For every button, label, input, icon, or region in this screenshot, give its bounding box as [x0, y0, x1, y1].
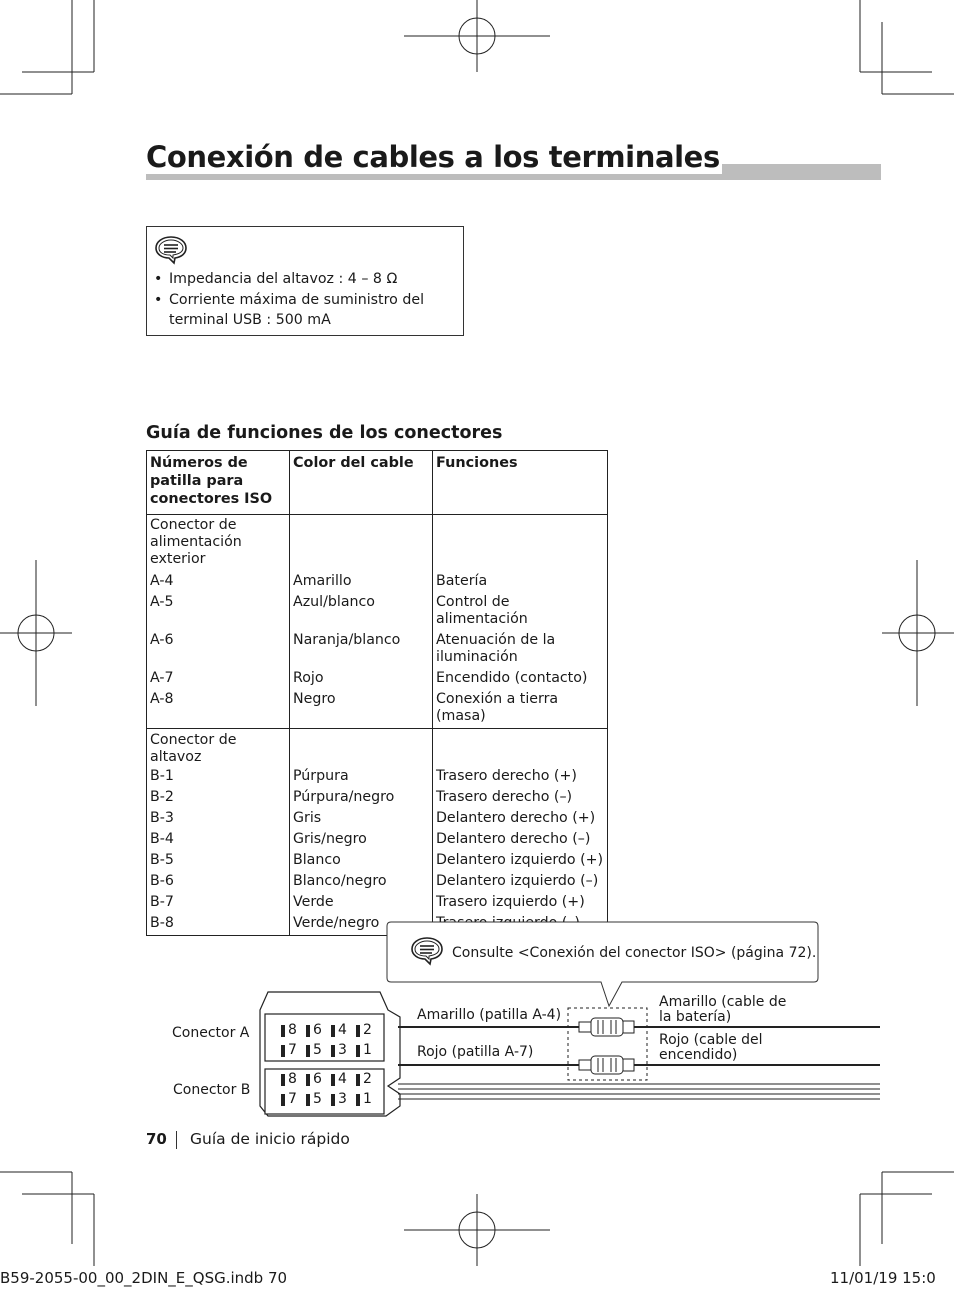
- pin-label: 4: [338, 1022, 347, 1038]
- color-cell: Verde: [290, 892, 433, 913]
- pin-cell: A-5: [147, 592, 290, 630]
- pin-label: 2: [363, 1022, 372, 1038]
- header-pin-numbers: Números de patilla para conectores ISO: [147, 451, 290, 515]
- note-icon: [410, 936, 444, 970]
- battery-cable-label: la batería): [659, 1009, 732, 1025]
- pin-label: 4: [338, 1071, 347, 1087]
- pin-cell: A-8: [147, 689, 290, 729]
- color-cell: Verde/negro: [290, 913, 433, 936]
- color-cell: Gris/negro: [290, 829, 433, 850]
- pin-label: 8: [288, 1022, 297, 1038]
- footer-separator: [176, 1131, 177, 1149]
- group-label: Conector de altavoz: [147, 729, 290, 767]
- pin-label: 7: [288, 1091, 297, 1107]
- print-slug-date: 11/01/19 15:0: [830, 1269, 936, 1287]
- function-cell: Encendido (contacto): [433, 668, 608, 689]
- pin-cell: B-3: [147, 808, 290, 829]
- footer-label: Guía de inicio rápido: [190, 1130, 350, 1148]
- page-title: Conexión de cables a los terminales: [146, 140, 720, 174]
- function-cell: Delantero derecho (+): [433, 808, 608, 829]
- color-cell: Negro: [290, 689, 433, 729]
- connector-b-label: Conector B: [173, 1082, 251, 1098]
- color-cell: Púrpura: [290, 766, 433, 787]
- print-slug-file: B59-2055-00_00_2DIN_E_QSG.indb 70: [0, 1269, 288, 1287]
- function-cell: Trasero izquierdo (+): [433, 892, 608, 913]
- function-cell: Control de alimentación: [433, 592, 608, 630]
- wire-a4-label: Amarillo (patilla A-4): [417, 1007, 562, 1023]
- function-cell: Batería: [433, 571, 608, 592]
- pin-label: 3: [338, 1091, 347, 1107]
- pin-label: 5: [313, 1042, 322, 1058]
- wire-a7-label: Rojo (patilla A-7): [417, 1044, 534, 1060]
- battery-cable-label: Amarillo (cable de: [659, 994, 787, 1010]
- pin-label: 1: [363, 1091, 372, 1107]
- connector-a-label: Conector A: [172, 1025, 250, 1041]
- pin-label: 1: [363, 1042, 372, 1058]
- pin-cell: A-4: [147, 571, 290, 592]
- ignition-cable-label: encendido): [659, 1047, 738, 1063]
- pin-cell: A-7: [147, 668, 290, 689]
- section-title: Guía de funciones de los conectores: [146, 423, 503, 443]
- pin-cell: A-6: [147, 630, 290, 668]
- color-cell: Naranja/blanco: [290, 630, 433, 668]
- pin-cell: B-1: [147, 766, 290, 787]
- ignition-cable-label: Rojo (cable del: [659, 1032, 763, 1048]
- color-cell: Blanco/negro: [290, 871, 433, 892]
- color-cell: Azul/blanco: [290, 592, 433, 630]
- pin-label: 7: [288, 1042, 297, 1058]
- pin-label: 5: [313, 1091, 322, 1107]
- note-item: • Impedancia del altavoz : 4 – 8 Ω: [153, 269, 453, 290]
- pin-label: 6: [313, 1071, 322, 1087]
- pin-cell: B-4: [147, 829, 290, 850]
- pin-label: 6: [313, 1022, 322, 1038]
- function-cell: Delantero izquierdo (+): [433, 850, 608, 871]
- color-cell: Púrpura/negro: [290, 787, 433, 808]
- function-cell: Delantero derecho (–): [433, 829, 608, 850]
- note-item: • Corriente máxima de suministro del terminal USB : 500 mA: [153, 290, 453, 331]
- pin-cell: B-8: [147, 913, 290, 936]
- callout-text: Consulte <Conexión del conector ISO> (página 72).: [452, 945, 817, 961]
- pin-label: 8: [288, 1071, 297, 1087]
- function-cell: Trasero derecho (–): [433, 787, 608, 808]
- page-number: 70: [146, 1130, 167, 1148]
- function-cell: Atenuación de la iluminación: [433, 630, 608, 668]
- pin-label: 2: [363, 1071, 372, 1087]
- header-cable-color: Color del cable: [290, 451, 433, 515]
- pin-cell: B-5: [147, 850, 290, 871]
- function-cell: Conexión a tierra (masa): [433, 689, 608, 729]
- group-label: Conector de alimentación exterior: [147, 515, 290, 572]
- function-cell: Trasero derecho (+): [433, 766, 608, 787]
- color-cell: Blanco: [290, 850, 433, 871]
- pin-cell: B-2: [147, 787, 290, 808]
- color-cell: Rojo: [290, 668, 433, 689]
- function-cell: Delantero izquierdo (–): [433, 871, 608, 892]
- color-cell: Gris: [290, 808, 433, 829]
- pin-cell: B-7: [147, 892, 290, 913]
- header-functions: Funciones: [433, 451, 608, 515]
- pin-cell: B-6: [147, 871, 290, 892]
- color-cell: Amarillo: [290, 571, 433, 592]
- pin-label: 3: [338, 1042, 347, 1058]
